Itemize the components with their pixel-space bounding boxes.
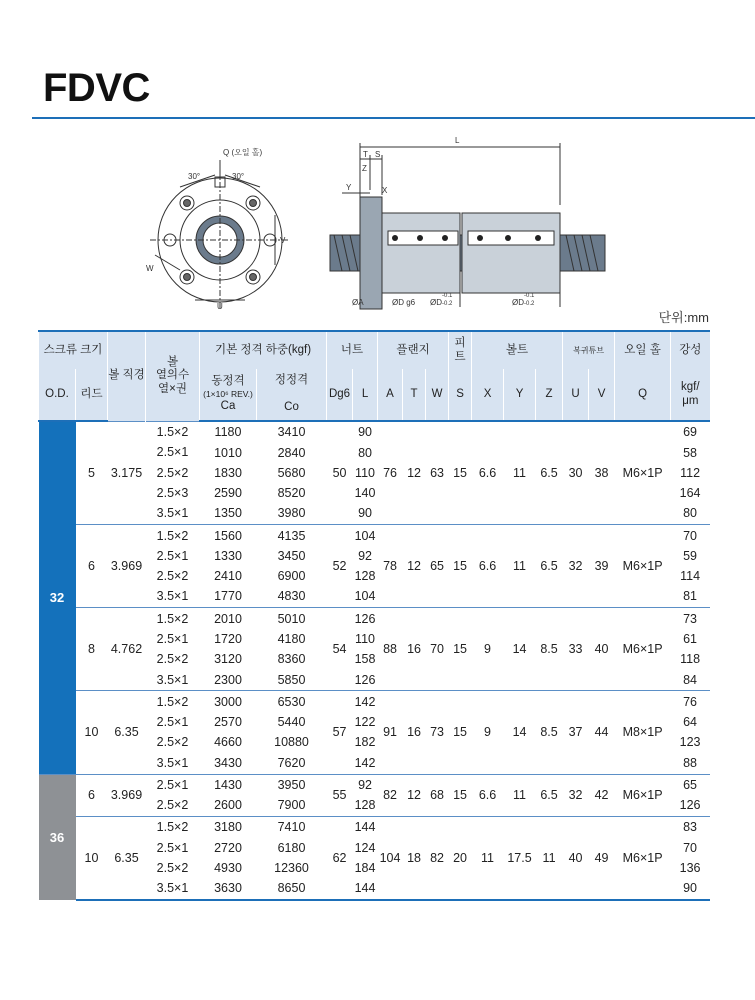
- header-return-tube: 복귀튜브: [563, 331, 615, 369]
- nut-length-cell-value: 110: [355, 631, 375, 646]
- co-cell: [257, 525, 327, 608]
- v-cell: 39: [589, 525, 615, 608]
- header-z: Z: [536, 369, 563, 421]
- circuits-cell: [146, 691, 200, 774]
- circuits-cell-value: 2.5×2: [156, 465, 189, 480]
- label-z: Z: [362, 164, 367, 173]
- stiffness-cell-value: 70: [683, 840, 698, 855]
- nut-length-cell-value: 144: [354, 820, 376, 835]
- label-y: Y: [346, 183, 352, 192]
- label-phi-a: ØA: [352, 298, 364, 307]
- nut-length-cell: [353, 421, 378, 525]
- header-dynamic: [200, 369, 257, 421]
- header-q: Q: [615, 369, 671, 421]
- stiffness-cell-value: 81: [683, 589, 698, 604]
- dg6-cell: 54: [327, 608, 353, 691]
- stiffness-cell-value: 69: [683, 425, 698, 440]
- nut-length-cell-value: 128: [354, 569, 376, 584]
- w-cell: 82: [426, 817, 449, 900]
- circuits-cell-value: 2.5×3: [156, 485, 189, 500]
- circuits-cell: [146, 608, 200, 691]
- circuits-cell-value: 2.5×2: [156, 798, 189, 813]
- label-phi-d-g6: ØD g6: [392, 298, 416, 307]
- stiffness-cell: [671, 774, 710, 817]
- header-circuits: [146, 331, 200, 421]
- table-row: [39, 608, 710, 691]
- header-bolt: 볼트: [472, 331, 563, 369]
- circuits-cell-value: 2.5×1: [156, 715, 189, 730]
- oil-hole-cell: M8×1P: [615, 691, 671, 774]
- stiffness-cell: [671, 817, 710, 900]
- z-cell: 6.5: [536, 525, 563, 608]
- co-cell-value: 6530: [277, 694, 306, 709]
- t-cell: 12: [403, 421, 426, 525]
- stiffness-cell-value: 118: [680, 652, 701, 667]
- ca-cell-value: 3000: [214, 694, 242, 709]
- ca-cell-value: 1830: [214, 465, 242, 480]
- header-y: Y: [504, 369, 536, 421]
- x-cell: 11: [472, 817, 504, 900]
- ca-cell-value: 2010: [214, 611, 242, 626]
- stiffness-cell-value: 65: [683, 778, 698, 793]
- stiffness-cell-value: 80: [683, 506, 698, 521]
- header-circuits-bot: 열×권: [158, 383, 187, 396]
- oil-hole-cell: M6×1P: [615, 817, 671, 900]
- s-cell: 15: [449, 421, 472, 525]
- w-cell: 65: [426, 525, 449, 608]
- circuits-cell-value: 2.5×2: [156, 861, 189, 875]
- nut-length-cell-value: 128: [354, 798, 376, 813]
- t-cell: 12: [403, 774, 426, 817]
- nut-side-2: [462, 213, 560, 293]
- circuits-cell-value: 2.5×2: [156, 569, 189, 584]
- u-cell: 30: [563, 421, 589, 525]
- table-row: [39, 691, 710, 774]
- nut-length-cell-value: 122: [354, 715, 376, 730]
- circuits-cell-value: 2.5×2: [156, 735, 189, 750]
- co-cell-value: 5440: [277, 715, 306, 730]
- label-angle: 30°: [188, 172, 201, 181]
- s-cell: 15: [449, 608, 472, 691]
- co-cell-value: 7900: [277, 798, 306, 813]
- stiffness-cell-value: 73: [683, 611, 698, 626]
- dg6-cell: 55: [327, 774, 353, 817]
- nut-length-cell-value: 184: [354, 861, 376, 875]
- header-load: 기본 정격 하중(kgf): [200, 331, 327, 369]
- z-cell: 11: [536, 817, 563, 900]
- header-dynamic-label: 동정격: [211, 375, 245, 388]
- ca-cell-value: 1560: [214, 528, 242, 543]
- header-ca: Ca: [220, 400, 236, 413]
- nut-length-cell-value: 110: [355, 465, 375, 480]
- nut-length-cell-value: 142: [354, 694, 376, 709]
- co-cell-value: 7620: [277, 755, 306, 770]
- co-cell-value: 8650: [277, 881, 306, 896]
- co-cell-value: 12360: [274, 861, 309, 875]
- stiffness-cell-value: 59: [683, 548, 698, 563]
- page-title: FDVC: [43, 66, 150, 110]
- lead-cell: 8: [76, 608, 108, 691]
- header-dynamic-sub: (1×10⁶ REV.): [203, 388, 253, 399]
- a-cell: 88: [378, 608, 403, 691]
- z-cell: 8.5: [536, 608, 563, 691]
- header-w: W: [426, 369, 449, 421]
- label-t: T: [363, 150, 368, 159]
- stiffness-cell: [671, 525, 710, 608]
- lead-cell: 6: [76, 774, 108, 817]
- ca-cell: [200, 608, 257, 691]
- nut-length-cell: [353, 774, 378, 817]
- t-cell: 18: [403, 817, 426, 900]
- co-cell-value: 4135: [277, 528, 306, 543]
- t-cell: 16: [403, 691, 426, 774]
- header-co: Co: [284, 401, 299, 414]
- co-cell: [257, 608, 327, 691]
- ca-cell-value: 3630: [214, 881, 242, 896]
- label-s: S: [375, 150, 381, 159]
- technical-drawing: [120, 135, 620, 315]
- header-stiffness: 강성: [671, 331, 710, 369]
- lead-cell: 5: [76, 421, 108, 525]
- header-a: A: [378, 369, 403, 421]
- header-flange: 플랜지: [378, 331, 449, 369]
- ca-cell-value: 1330: [214, 548, 242, 563]
- nut-length-cell-value: 144: [354, 881, 376, 896]
- ca-cell-value: 2600: [214, 798, 242, 813]
- ca-cell-value: 2590: [214, 486, 242, 501]
- tolerance: -0.2: [442, 301, 453, 307]
- t-cell: 16: [403, 608, 426, 691]
- u-cell: 32: [563, 774, 589, 817]
- nut-length-cell-value: 104: [354, 528, 376, 543]
- header-u: U: [563, 369, 589, 421]
- label-angle: 30°: [232, 172, 245, 181]
- oil-hole-cell: M6×1P: [615, 608, 671, 691]
- stiffness-cell-value: 123: [679, 735, 701, 750]
- label-phi-d: ØD: [430, 298, 442, 307]
- ca-cell-value: 3180: [214, 820, 242, 835]
- dg6-cell: 52: [327, 525, 353, 608]
- s-cell: 15: [449, 774, 472, 817]
- nut-length-cell-value: 90: [358, 506, 372, 521]
- v-cell: 49: [589, 817, 615, 900]
- circuits-cell-value: 1.5×2: [156, 820, 189, 835]
- nut-length-cell: [353, 817, 378, 900]
- label-x: X: [382, 186, 388, 195]
- co-cell: [257, 421, 327, 525]
- co-cell-value: 8360: [277, 652, 306, 667]
- header-screw-size: 스크류 크기: [39, 331, 108, 369]
- ca-cell-value: 1010: [214, 445, 242, 460]
- ca-cell: [200, 817, 257, 900]
- circuits-cell-value: 3.5×1: [156, 589, 189, 604]
- y-cell: 11: [504, 525, 536, 608]
- ball-dia-cell: 3.969: [108, 774, 146, 817]
- co-cell-value: 2840: [277, 445, 306, 460]
- oil-hole-cell: M6×1P: [615, 525, 671, 608]
- co-cell-value: 6180: [277, 840, 306, 855]
- ca-cell: [200, 525, 257, 608]
- x-cell: 6.6: [472, 525, 504, 608]
- x-cell: 6.6: [472, 774, 504, 817]
- ca-cell-value: 2570: [214, 715, 242, 730]
- w-cell: 73: [426, 691, 449, 774]
- circuits-cell-value: 1.5×2: [156, 425, 189, 439]
- oil-hole-cell: M6×1P: [615, 421, 671, 525]
- header-nut: 너트: [327, 331, 378, 369]
- a-cell: 91: [378, 691, 403, 774]
- flange-side: [360, 197, 382, 309]
- circuits-cell: [146, 525, 200, 608]
- ball-dia-cell: 3.175: [108, 421, 146, 525]
- co-cell-value: 5010: [277, 611, 306, 626]
- ca-cell-value: 2720: [214, 840, 242, 855]
- nut-length-cell-value: 80: [358, 445, 372, 460]
- tolerance: -0.1: [524, 293, 535, 299]
- nut-length-cell-value: 158: [354, 652, 376, 667]
- ca-cell-value: 1430: [214, 778, 242, 793]
- ca-cell: [200, 421, 257, 525]
- circuits-cell-value: 2.5×1: [156, 840, 189, 855]
- co-cell-value: 3950: [277, 778, 306, 793]
- stiffness-cell-value: 164: [679, 486, 701, 501]
- header-lead: 리드: [76, 369, 108, 421]
- circuits-cell-value: 3.5×1: [156, 755, 189, 770]
- u-cell: 32: [563, 525, 589, 608]
- header-l: L: [353, 369, 378, 421]
- stiffness-cell: [671, 691, 710, 774]
- ca-cell-value: 3430: [214, 755, 242, 770]
- ca-cell-value: 2410: [214, 569, 242, 584]
- y-cell: 17.5: [504, 817, 536, 900]
- y-cell: 14: [504, 608, 536, 691]
- label-phi-d: ØD: [512, 298, 524, 307]
- circuits-cell-value: 2.5×1: [156, 548, 189, 563]
- w-cell: 70: [426, 608, 449, 691]
- ca-cell-value: 4930: [214, 861, 242, 875]
- nut-length-cell-value: 104: [354, 589, 376, 604]
- header-stiffness-unit-2: μm: [682, 394, 699, 407]
- lead-cell: 10: [76, 691, 108, 774]
- v-cell: 44: [589, 691, 615, 774]
- ca-cell-value: 1350: [214, 506, 242, 521]
- header-stiffness-unit-1: kgf/: [681, 380, 700, 393]
- label-w: W: [146, 264, 154, 273]
- oil-hole-cell: M6×1P: [615, 774, 671, 817]
- label-v: V: [280, 236, 286, 245]
- ball-dia-cell: 6.35: [108, 817, 146, 900]
- circuits-cell: [146, 817, 200, 900]
- a-cell: 104: [378, 817, 403, 900]
- nut-length-cell: [353, 525, 378, 608]
- z-cell: 6.5: [536, 421, 563, 525]
- co-cell-value: 10880: [274, 735, 309, 750]
- spec-table: [38, 330, 710, 901]
- circuits-cell: [146, 421, 200, 525]
- header-dg6: Dg6: [327, 369, 353, 421]
- a-cell: 82: [378, 774, 403, 817]
- nut-length-cell-value: 182: [354, 735, 376, 750]
- circuits-cell-value: 2.5×1: [156, 631, 189, 646]
- co-cell-value: 3410: [277, 425, 306, 440]
- stiffness-cell-value: 90: [683, 881, 698, 896]
- nut-length-cell-value: 92: [358, 548, 372, 563]
- od-cell: 36: [39, 774, 76, 900]
- stiffness-cell-value: 114: [680, 569, 701, 584]
- tolerance: -0.2: [524, 301, 535, 307]
- co-cell-value: 5850: [277, 672, 306, 687]
- table-row: [39, 774, 710, 817]
- header-circuits-top: 볼: [166, 355, 179, 368]
- x-cell: 9: [472, 691, 504, 774]
- unit-label: 단위:mm: [658, 310, 709, 325]
- od-cell: 32: [39, 421, 76, 774]
- circuits-cell-value: 3.5×1: [156, 881, 189, 896]
- circuits-cell-value: 3.5×1: [156, 506, 189, 521]
- s-cell: 15: [449, 525, 472, 608]
- stiffness-cell: [671, 608, 710, 691]
- ca-cell-value: 3120: [214, 652, 242, 667]
- nut-side-1: [382, 213, 460, 293]
- circuits-cell-value: 1.5×2: [156, 694, 189, 709]
- co-cell: [257, 817, 327, 900]
- ball-dia-cell: 4.762: [108, 608, 146, 691]
- v-cell: 40: [589, 608, 615, 691]
- header-x: X: [472, 369, 504, 421]
- stiffness-cell-value: 70: [683, 528, 698, 543]
- header-s: S: [449, 369, 472, 421]
- co-cell-value: 4830: [277, 589, 306, 604]
- co-cell-value: 3450: [277, 548, 306, 563]
- lead-cell: 6: [76, 525, 108, 608]
- circuits-cell: [146, 774, 200, 817]
- header-t: T: [403, 369, 426, 421]
- stiffness-cell-value: 58: [683, 445, 698, 460]
- circuits-cell-value: 2.5×1: [156, 445, 189, 460]
- circuits-cell-value: 1.5×2: [156, 528, 189, 543]
- label-q: Q (오일 홀): [223, 148, 263, 157]
- u-cell: 33: [563, 608, 589, 691]
- stiffness-cell-value: 83: [683, 820, 698, 835]
- stiffness-cell-value: 84: [683, 672, 698, 687]
- y-cell: 11: [504, 774, 536, 817]
- stiffness-cell-value: 112: [680, 465, 701, 480]
- w-cell: 68: [426, 774, 449, 817]
- header-oil-hole: 오일 홀: [615, 331, 671, 369]
- nut-length-cell-value: 124: [354, 840, 376, 855]
- ball-dia-cell: 3.969: [108, 525, 146, 608]
- header-v: V: [589, 369, 615, 421]
- nut-length-cell: [353, 608, 378, 691]
- u-cell: 37: [563, 691, 589, 774]
- y-cell: 11: [504, 421, 536, 525]
- stiffness-cell-value: 88: [683, 755, 698, 770]
- nut-length-cell-value: 90: [358, 425, 372, 440]
- u-cell: 40: [563, 817, 589, 900]
- ca-cell-value: 1770: [214, 589, 242, 604]
- lead-cell: 10: [76, 817, 108, 900]
- ca-cell-value: 1720: [214, 631, 242, 646]
- co-cell: [257, 691, 327, 774]
- ca-cell: [200, 774, 257, 817]
- nut-length-cell-value: 126: [354, 672, 376, 687]
- stiffness-cell-value: 76: [683, 694, 698, 709]
- z-cell: 6.5: [536, 774, 563, 817]
- header-ball-dia: 볼 직경: [108, 331, 146, 421]
- nut-length-cell-value: 140: [354, 486, 376, 501]
- nut-length-cell-value: 142: [354, 755, 376, 770]
- dg6-cell: 62: [327, 817, 353, 900]
- co-cell-value: 8520: [277, 486, 306, 501]
- table-row: [39, 525, 710, 608]
- v-cell: 42: [589, 774, 615, 817]
- nut-length-cell-value: 92: [358, 778, 372, 793]
- stiffness-cell-value: 64: [683, 715, 698, 730]
- stiffness-cell-value: 61: [683, 631, 698, 646]
- t-cell: 12: [403, 525, 426, 608]
- label-l: L: [455, 136, 460, 145]
- stiffness-cell-value: 136: [679, 861, 701, 875]
- ca-cell: [200, 691, 257, 774]
- header-fit: 피트: [449, 331, 472, 369]
- dg6-cell: 50: [327, 421, 353, 525]
- header-static-label: 정정격: [274, 373, 309, 386]
- co-cell-value: 6900: [277, 569, 306, 584]
- x-cell: 6.6: [472, 421, 504, 525]
- label-u: U: [217, 302, 223, 311]
- stiffness-cell: [671, 421, 710, 525]
- x-cell: 9: [472, 608, 504, 691]
- circuits-cell-value: 3.5×1: [156, 672, 189, 687]
- circuits-cell-value: 2.5×1: [156, 778, 189, 793]
- s-cell: 20: [449, 817, 472, 900]
- header-od: O.D.: [39, 369, 76, 421]
- nut-length-cell-value: 126: [354, 611, 376, 626]
- header-circuits-mid: 열의수: [155, 369, 190, 382]
- tolerance: -0.1: [442, 293, 453, 299]
- a-cell: 78: [378, 525, 403, 608]
- z-cell: 8.5: [536, 691, 563, 774]
- ca-cell-value: 2300: [214, 672, 242, 687]
- ca-cell-value: 4660: [214, 735, 242, 750]
- ca-cell-value: 1180: [214, 425, 242, 440]
- co-cell: [257, 774, 327, 817]
- circuits-cell-value: 2.5×2: [156, 652, 189, 667]
- stiffness-cell-value: 126: [679, 798, 701, 813]
- ball-dia-cell: 6.35: [108, 691, 146, 774]
- s-cell: 15: [449, 691, 472, 774]
- co-cell-value: 4180: [277, 631, 306, 646]
- header-static: [257, 369, 327, 421]
- nut-length-cell: [353, 691, 378, 774]
- co-cell-value: 7410: [277, 820, 306, 835]
- co-cell-value: 5680: [277, 465, 306, 480]
- v-cell: 38: [589, 421, 615, 525]
- a-cell: 76: [378, 421, 403, 525]
- table-row: [39, 817, 710, 900]
- header-stiffness-unit: [671, 369, 710, 421]
- y-cell: 14: [504, 691, 536, 774]
- dg6-cell: 57: [327, 691, 353, 774]
- circuits-cell-value: 1.5×2: [156, 611, 189, 626]
- title-underline: [32, 117, 755, 119]
- table-row: [39, 421, 710, 525]
- co-cell-value: 3980: [277, 506, 306, 521]
- w-cell: 63: [426, 421, 449, 525]
